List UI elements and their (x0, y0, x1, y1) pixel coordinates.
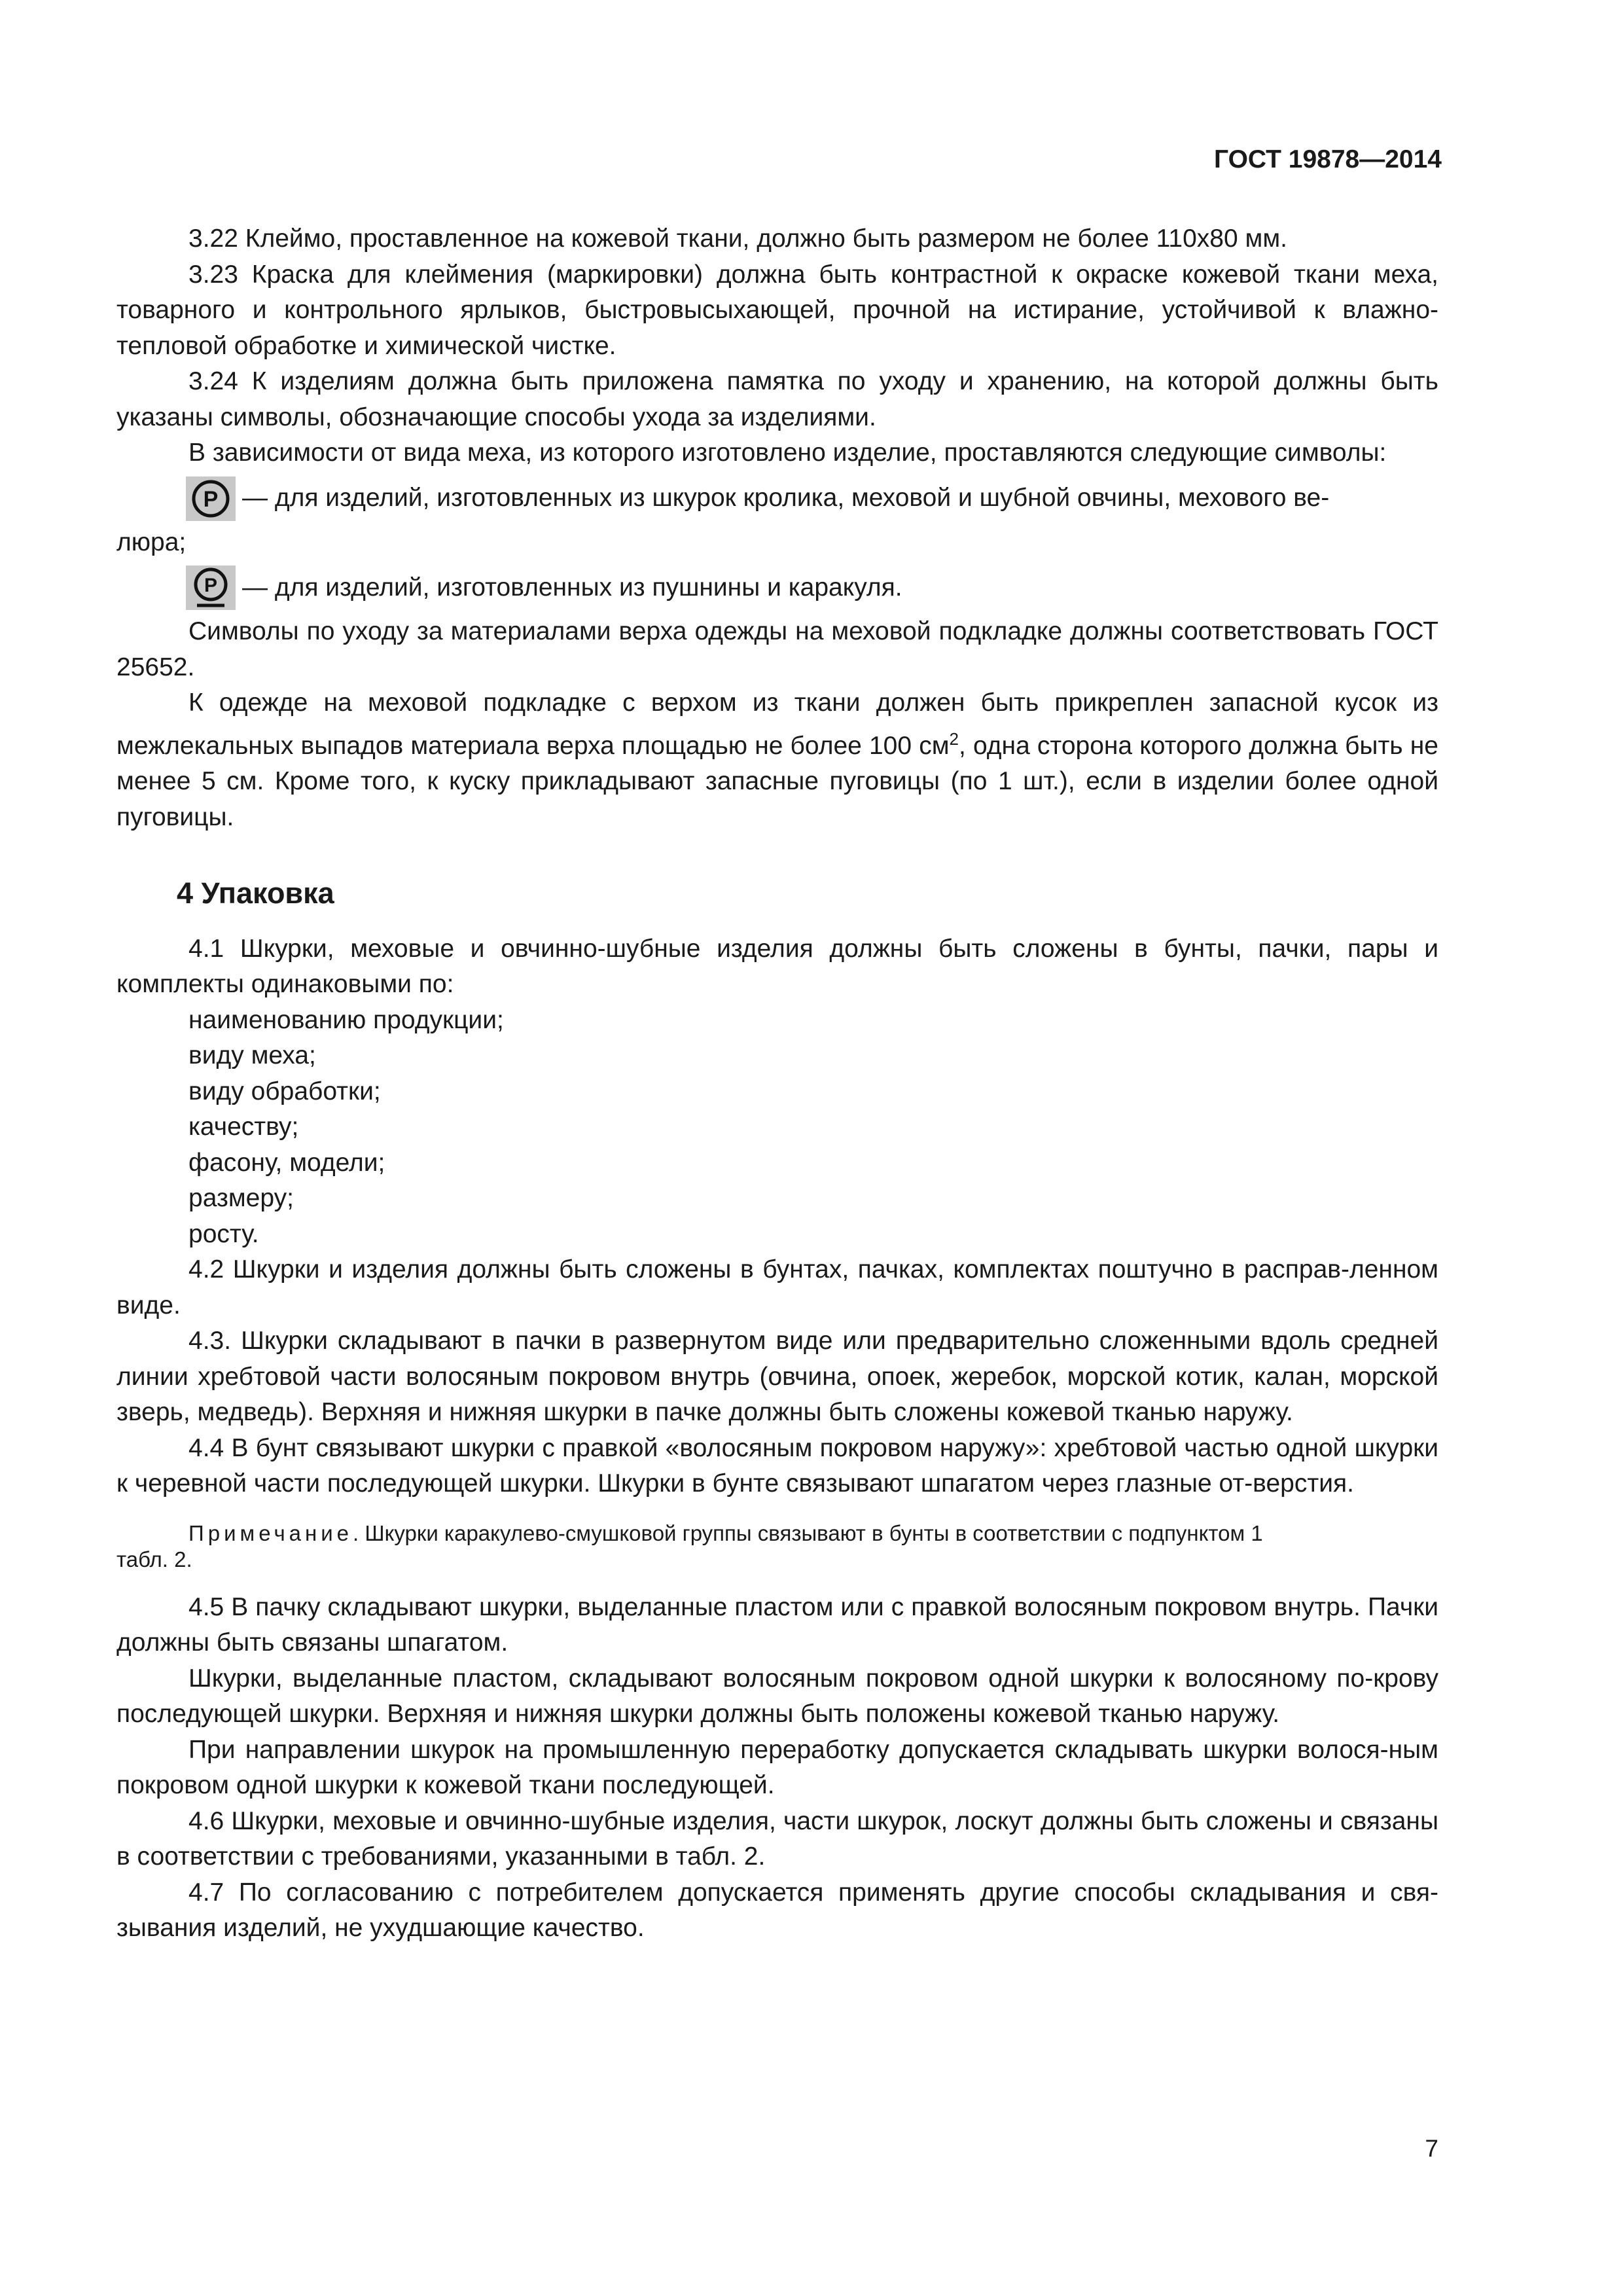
list-item: наименованию продукции; (188, 1005, 504, 1034)
document-number-header: ГОСТ 19878—2014 (1214, 145, 1442, 173)
note-label: Примечание (188, 1520, 353, 1545)
paragraph-3-22: 3.22 Клеймо, проставленное на кожевой ткани, должно быть размером не более 110х80 мм. (188, 224, 1287, 253)
list-item: росту. (188, 1219, 259, 1248)
paragraph-4-1: 4.1 Шкурки, меховые и овчинно-шубные изделия должны быть сложены в бунты, пачки, пары и комплекты одинаковыми по: (116, 934, 1438, 998)
paragraph-4-7: 4.7 По согласованию с потребителем допускается применять другие способы складывания и свя-зывания изделий, не ухудшающие качество. (116, 1878, 1438, 1942)
note-text: . Шкурки каракулево-смушковой группы связывают в бунты в соответствии с подпунктом 1 (353, 1520, 1263, 1545)
note-continuation: табл. 2. (116, 1547, 192, 1571)
note-block (116, 1518, 1438, 1549)
dry-clean-p-circle-underline-icon (186, 565, 236, 610)
document-body (116, 221, 1438, 1946)
page-number: 7 (1425, 2135, 1438, 2162)
paragraph-4-3: 4.3. Шкурки складывают в пачки в развернутом виде или предварительно сложенными вдоль средней линии хребтовой части волосяным покровом внутрь (овчина, опоек, жеребок, морской котик, калан, морской зверь, медведь). Верхняя и нижняя шкурки в пачке должны быть сложены кожевой тканью наружу. (116, 1327, 1438, 1426)
care-symbols-paragraph: Символы по уходу за материалами верха одежды на меховой подкладке должны соответствовать ГОСТ 25652. (116, 617, 1438, 681)
symbols-intro: В зависимости от вида меха, из которого изготовлено изделие, проставляются следующие символы: (188, 439, 1387, 467)
symbol-row-2 (116, 565, 1438, 610)
note-line (188, 1518, 1438, 1549)
list-item: размеру; (188, 1184, 294, 1212)
symbol-row-1 (116, 476, 1438, 521)
list-item: качеству; (188, 1113, 299, 1141)
paragraph-3-24: 3.24 К изделиям должна быть приложена памятка по уходу и хранению, на которой должны быть указаны символы, обозначающие способы ухода за изделиями. (116, 367, 1438, 431)
paragraph-4-5-b: Шкурки, выделанные пластом, складывают волосяным покровом одной шкурки к волосяному по-крову последующей шкурки. Верхняя и нижняя шкурки должны быть положены кожевой тканью наружу. (116, 1664, 1438, 1728)
list-item: виду обработки; (188, 1077, 381, 1105)
dry-clean-p-circle-icon (186, 476, 236, 521)
paragraph-4-5-c: При направлении шкурок на промышленную переработку допускается складывать шкурки волося-ным покровом одной шкурки к кожевой ткани последующей. (116, 1735, 1438, 1799)
symbol-2-description: — для изделий, изготовленных из пушнины и каракуля. (242, 573, 902, 601)
paragraph-4-6: 4.6 Шкурки, меховые и овчинно-шубные изделия, части шкурок, лоскут должны быть сложены и связаны в соответствии с требованиями, указанными в табл. 2. (116, 1806, 1438, 1871)
paragraph-4-2: 4.2 Шкурки и изделия должны быть сложены в бунтах, пачках, комплектах поштучно в расправ-ленном виде. (116, 1255, 1438, 1319)
list-item: виду меха; (188, 1041, 316, 1069)
paragraph-3-23: 3.23 Краска для клеймения (маркировки) должна быть контрастной к окраске кожевой ткани меха, товарного и контрольного ярлыков, быстровысыхающей, прочной на истирание, устойчивой к влажно-тепловой обработке и химической чистке. (116, 260, 1438, 360)
spare-piece-text-a: К одежде на меховой подкладке с верхом из ткани должен быть прикреплен запасной кусок из межлекальных выпадов материала верха площадью не более 100 см (116, 689, 1438, 760)
spare-piece-superscript: 2 (949, 728, 959, 749)
section-4-title: 4 Упаковка (177, 876, 334, 910)
spare-piece-text-b: , одна сторона которого должна быть не менее 5 см. Кроме того, к куску прикладывают запасные пуговицы (по 1 шт.), если в изделии более одной пуговицы. (116, 731, 1438, 831)
spare-piece-paragraph (116, 685, 1438, 835)
paragraph-4-5: 4.5 В пачку складывают шкурки, выделанные пластом или с правкой волосяным покровом внутрь. Пачки должны быть связаны шпагатом. (116, 1592, 1438, 1657)
svg-text:P: P (204, 575, 218, 596)
symbol-1-description-cont: люра; (116, 528, 187, 556)
svg-text:P: P (203, 486, 219, 512)
list-item: фасону, модели; (188, 1148, 385, 1177)
paragraph-4-4: 4.4 В бунт связывают шкурки с правкой «волосяным покровом наружу»: хребтовой частью одной шкурки к черевной части последующей шкурки. Шкурки в бунте связывают шпагатом через глазные от-верстия. (116, 1433, 1438, 1498)
symbol-1-description: — для изделий, изготовленных из шкурок кролика, меховой и шубной овчины, мехового ве- (242, 484, 1330, 512)
